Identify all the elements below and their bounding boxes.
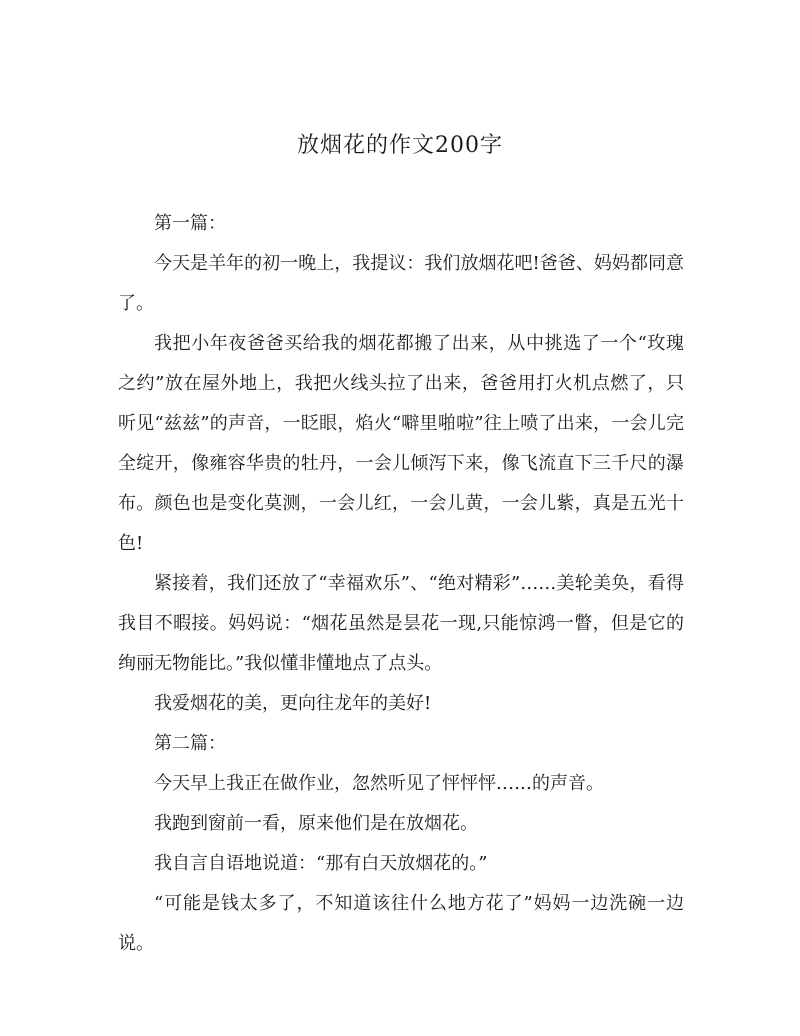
- document-title: 放烟花的作文200字: [297, 133, 503, 158]
- paragraph: 今天早上我正在做作业，忽然听见了怦怦怦……的声音。: [154, 773, 604, 794]
- section-heading-1: 第一篇：: [154, 213, 226, 234]
- paragraph: 今天是羊年的初一晚上，我提议：我们放烟花吧!爸爸、妈妈都同意了。: [118, 253, 684, 314]
- section-heading-2: 第二篇：: [154, 733, 226, 754]
- paragraph: 我爱烟花的美，更向往龙年的美好!: [154, 693, 432, 714]
- paragraph: 紧接着，我们还放了“幸福欢乐”、“绝对精彩”……美轮美奂，看得我目不暇接。妈妈说：“烟花虽然是昙花一现,只能惊鸿一瞥，但是它的绚丽无物能比。”我似懂非懂地点了点头。: [118, 573, 684, 674]
- document-body: [118, 204, 684, 964]
- paragraph: 我自言自语地说道：“那有白天放烟花的。”: [154, 853, 488, 874]
- paragraph: 我把小年夜爸爸买给我的烟花都搬了出来，从中挑选了一个“玫瑰之约”放在屋外地上，我把火线头拉了出来，爸爸用打火机点燃了，只听见“兹兹”的声音，一眨眼，焰火“噼里啪啦”往上喷了出来，一会儿完全绽开，像雍容华贵的牡丹，一会儿倾泻下来，像飞流直下三千尺的瀑布。颜色也是变化莫测，一会儿红，一会儿黄，一会儿紫，真是五光十色!: [118, 333, 684, 554]
- paragraph: “可能是钱太多了，不知道该往什么地方花了”妈妈一边洗碗一边说。: [118, 893, 684, 954]
- paragraph: 我跑到窗前一看，原来他们是在放烟花。: [154, 813, 478, 834]
